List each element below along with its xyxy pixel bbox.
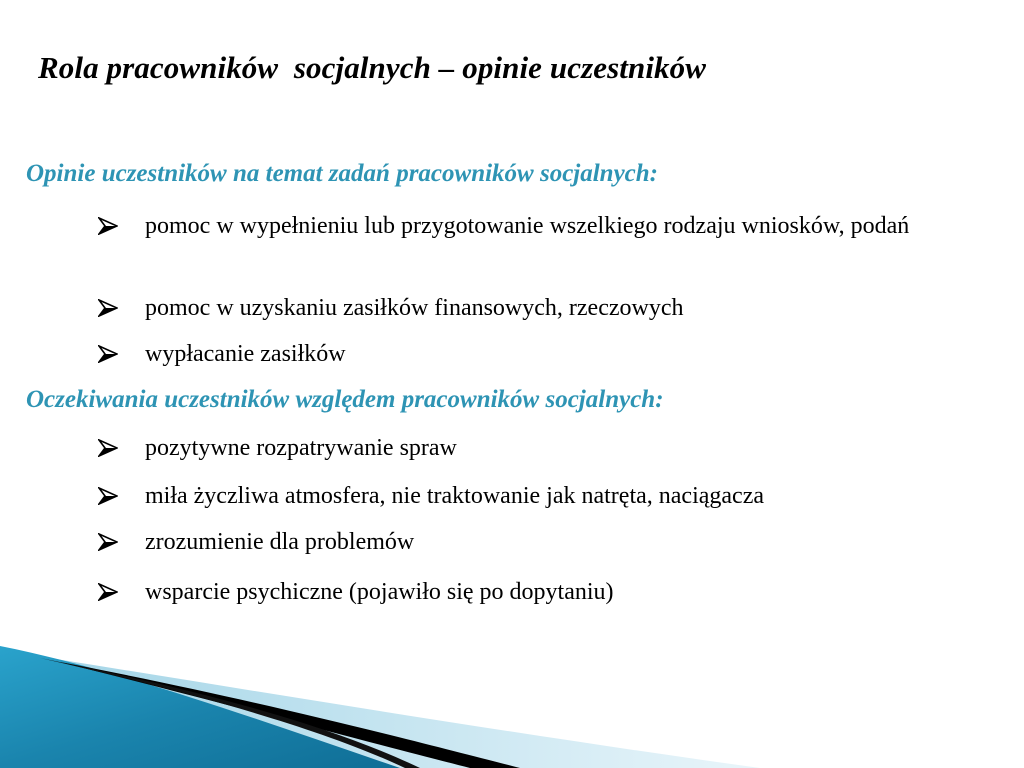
list-item — [98, 290, 978, 326]
list-item-text: wypłacanie zasiłków — [145, 341, 346, 367]
arrowhead-bullet-icon — [98, 524, 145, 560]
arrowhead-bullet-icon — [98, 574, 145, 610]
arrowhead-bullet-icon — [98, 430, 145, 466]
arrowhead-bullet-icon — [98, 290, 145, 326]
list-item — [98, 478, 978, 514]
section-heading-expectations: Oczekiwania uczestników względem pracowników socjalnych: — [26, 386, 664, 413]
section-heading-opinions: Opinie uczestników na temat zadań pracowników socjalnych: — [26, 160, 659, 187]
arrowhead-bullet-icon — [98, 208, 145, 244]
list-item — [98, 430, 978, 466]
arrowhead-bullet-icon — [98, 478, 145, 514]
list-item — [98, 574, 978, 610]
slide-title: Rola pracowników socjalnych – opinie uczestników — [38, 50, 707, 85]
list-item-text: pomoc w uzyskaniu zasiłków finansowych, rzeczowych — [145, 295, 684, 321]
list-item-text: pozytywne rozpatrywanie spraw — [145, 435, 457, 461]
list-item — [98, 208, 978, 244]
list-item-text: pomoc w wypełnieniu lub przygotowanie wszelkiego rodzaju wniosków, podań — [145, 213, 910, 239]
list-item — [98, 524, 978, 560]
list-item-text: wsparcie psychiczne (pojawiło się po dopytaniu) — [145, 579, 614, 605]
list-item-text: zrozumienie dla problemów — [145, 529, 415, 555]
list-item-text: miła życzliwa atmosfera, nie traktowanie jak natręta, naciągacza — [145, 483, 764, 509]
arrowhead-bullet-icon — [98, 336, 145, 372]
list-item — [98, 336, 978, 372]
